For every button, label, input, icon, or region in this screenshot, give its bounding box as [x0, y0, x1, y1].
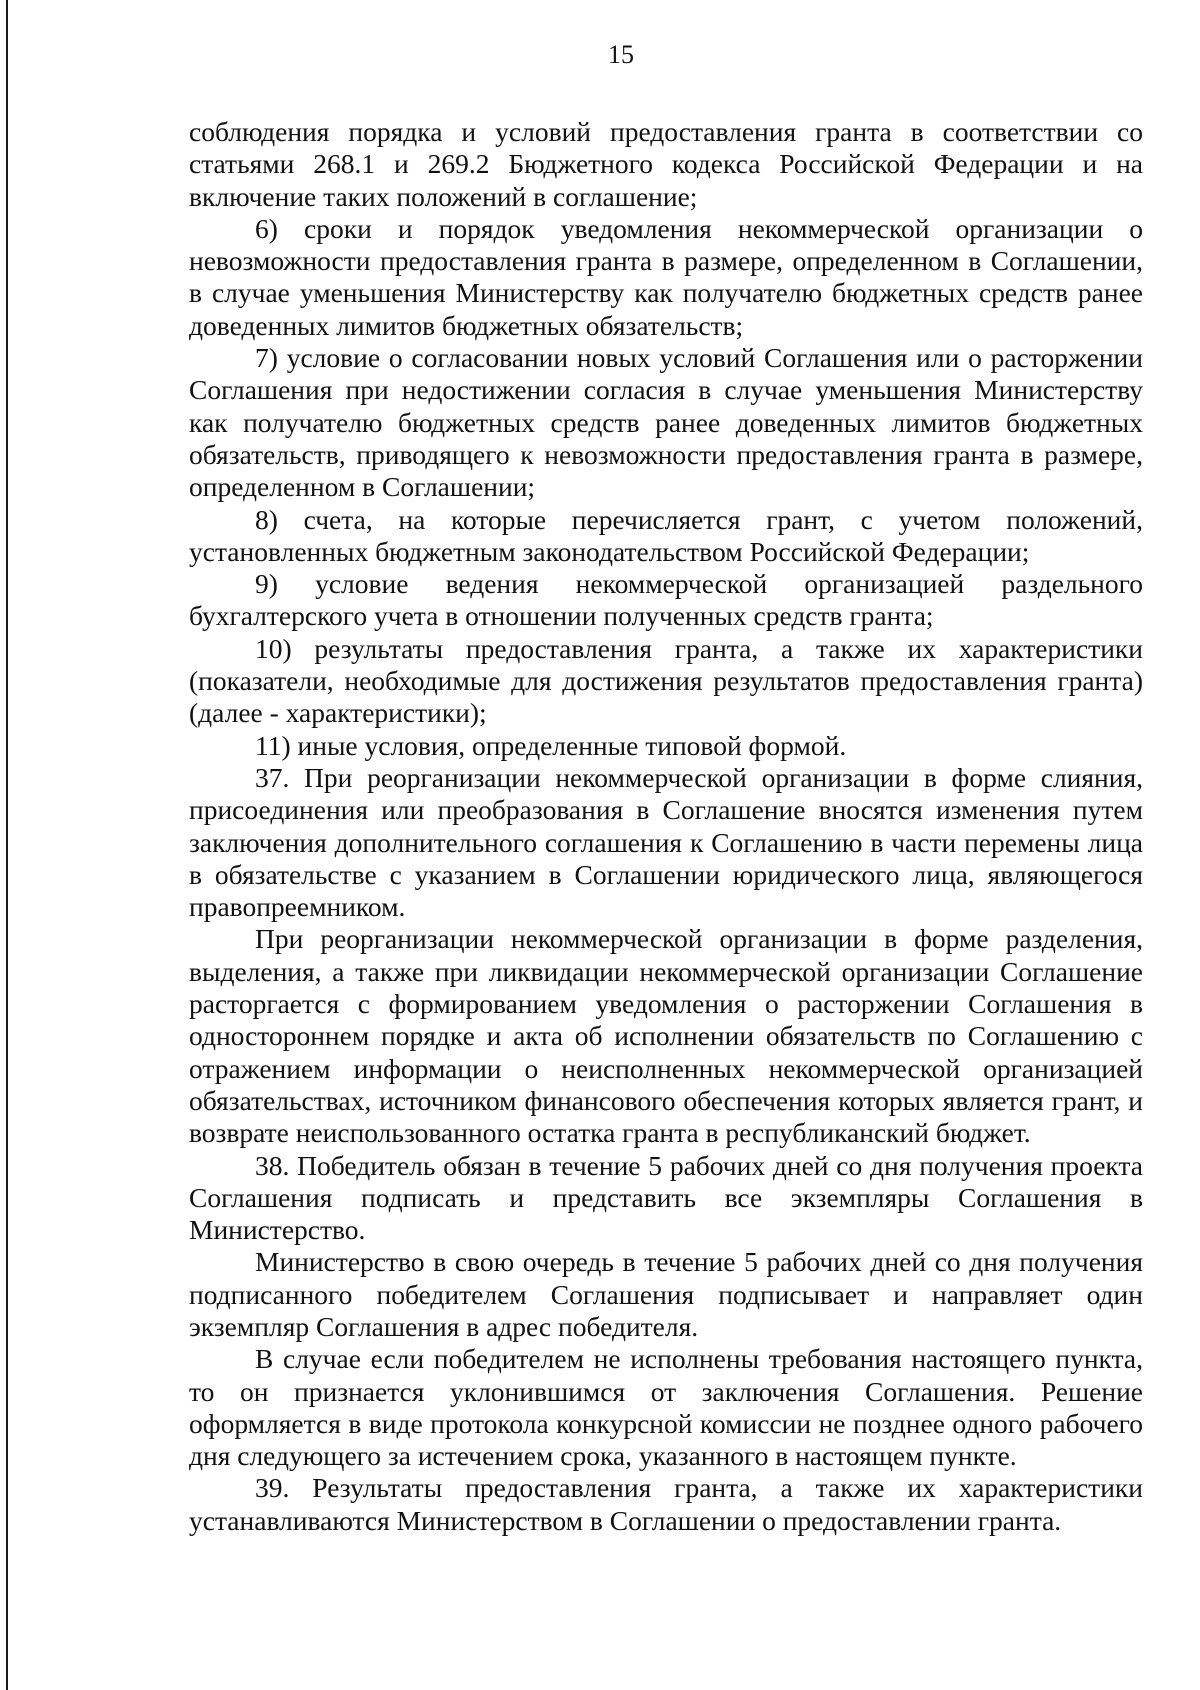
- scan-edge-line: [6, 0, 8, 1690]
- clause-37: 37. При реорганизации некоммерческой организации в форме слияния, присоединения или преобразования в Соглашение вносятся изменения путем заключения дополнительного соглашения к Соглашению в части перемены лица в обязательстве с указанием в Соглашении юридического лица, являющегося правопреемником.: [189, 761, 1143, 923]
- list-item-6: 6) сроки и порядок уведомления некоммерческой организации о невозможности предоставления гранта в размере, определенном в Соглашении, в случае уменьшения Министерству как получателю бюджетных средств ранее доведенных лимитов бюджетных обязательств;: [189, 212, 1143, 341]
- list-item-8: 8) счета, на которые перечисляется грант, с учетом положений, установленных бюджетным законодательством Российской Федерации;: [189, 503, 1143, 567]
- paragraph-continuation: соблюдения порядка и условий предоставления гранта в соответствии со статьями 268.1 и 269.2 Бюджетного кодекса Российской Федерации и на включение таких положений в соглашение;: [189, 116, 1143, 212]
- list-item-10: 10) результаты предоставления гранта, а также их характеристики (показатели, необходимые для достижения результатов предоставления гранта) (далее - характеристики);: [189, 632, 1143, 729]
- list-item-11: 11) иные условия, определенные типовой формой.: [255, 729, 847, 761]
- document-body: [189, 116, 1143, 1537]
- page-number: 15: [608, 40, 634, 69]
- clause-39: 39. Результаты предоставления гранта, а также их характеристики устанавливаются Министерством в Соглашении о предоставлении гранта.: [189, 1472, 1143, 1536]
- clause-37-paragraph-2: При реорганизации некоммерческой организации в форме разделения, выделения, а также при ликвидации некоммерческой организации Соглашение расторгается с формированием уведомления о расторжении Соглашения в одностороннем порядке и акта об исполнении обязательств по Соглашению с отражением информации о неисполненных некоммерческой организацией обязательствах, источником финансового обеспечения которых является грант, и возврате неиспользованного остатка гранта в республиканский бюджет.: [189, 923, 1143, 1149]
- clause-38-paragraph-3: В случае если победителем не исполнены требования настоящего пункта, то он признается уклонившимся от заключения Соглашения. Решение оформляется в виде протокола конкурсной комиссии не позднее одного рабочего дня следующего за истечением срока, указанного в настоящем пункте.: [189, 1343, 1143, 1472]
- document-page: [189, 40, 1143, 1537]
- clause-38-paragraph-2: Министерство в свою очередь в течение 5 рабочих дней со дня получения подписанного победителем Соглашения подписывает и направляет один экземпляр Соглашения в адрес победителя.: [189, 1246, 1143, 1342]
- clause-38: 38. Победитель обязан в течение 5 рабочих дней со дня получения проекта Соглашения подписать и представить все экземпляры Соглашения в Министерство.: [189, 1149, 1143, 1246]
- list-item-9: 9) условие ведения некоммерческой организацией раздельного бухгалтерского учета в отношении полученных средств гранта;: [189, 568, 1143, 632]
- list-item-7: 7) условие о согласовании новых условий Соглашения или о расторжении Соглашения при недостижении согласия в случае уменьшения Министерству как получателю бюджетных средств ранее доведенных лимитов бюджетных обязательств, приводящего к невозможности предоставления гранта в размере, определенном в Соглашении;: [189, 342, 1143, 503]
